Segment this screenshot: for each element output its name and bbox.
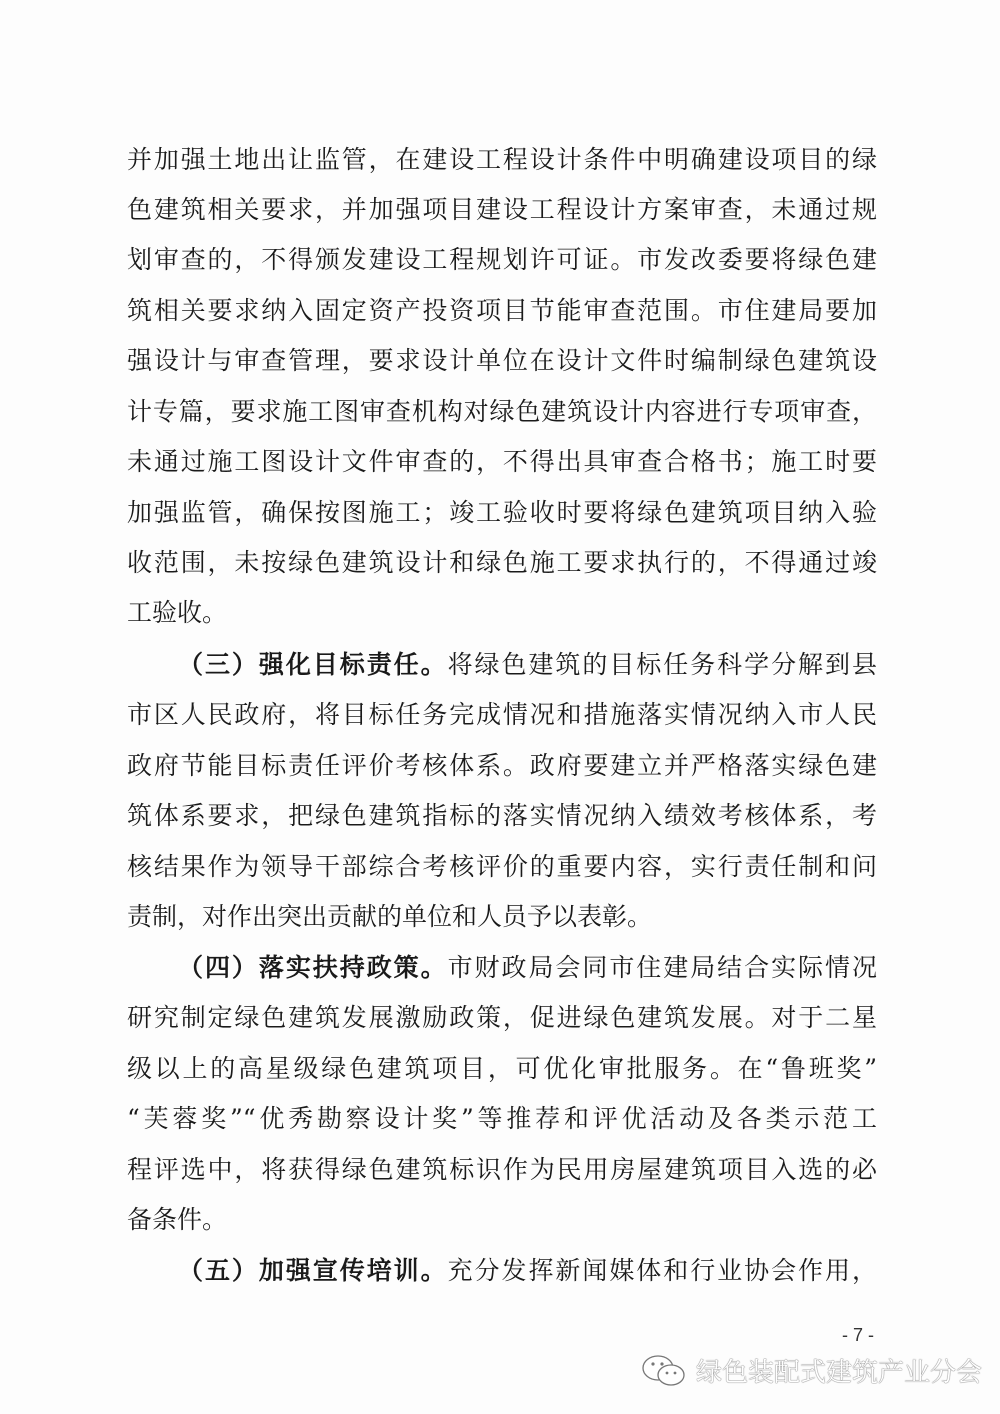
page-number: - 7 - — [842, 1325, 875, 1345]
line-text: 备条件。 — [127, 1205, 228, 1234]
line-text: 计专篇，要求施工图审查机构对绿色建筑设计内容进行专项审查， — [127, 397, 877, 426]
text-line — [127, 546, 877, 580]
text-line — [127, 445, 877, 479]
text-line — [127, 1153, 877, 1187]
text-line — [127, 799, 877, 833]
line-text: 程评选中，将获得绿色建筑标识作为民用房屋建筑项目入选的必 — [127, 1155, 877, 1184]
line-text: 市财政局会同市住建局结合实际情况 — [447, 953, 877, 982]
text-line — [127, 900, 877, 934]
line-text: 未通过施工图设计文件审查的，不得出具审查合格书；施工时要 — [127, 447, 877, 476]
text-line — [127, 143, 877, 177]
line-text: 加强监管，确保按图施工；竣工验收时要将绿色建筑项目纳入验 — [127, 498, 877, 527]
line-text: 划审查的，不得颁发建设工程规划许可证。市发改委要将绿色建 — [127, 245, 877, 274]
line-text: 级以上的高星级绿色建筑项目，可优化审批服务。在“鲁班奖” — [127, 1054, 877, 1083]
section-heading-line — [178, 1254, 877, 1288]
line-text: 强设计与审查管理，要求设计单位在设计文件时编制绿色建筑设 — [127, 346, 877, 375]
section-heading: （三）强化目标责任。 — [178, 650, 448, 679]
line-text: 工验收。 — [127, 598, 228, 627]
line-text: 责制，对作出突出贡献的单位和人员予以表彰。 — [127, 902, 653, 931]
text-line — [127, 698, 877, 732]
text-line — [127, 596, 877, 630]
section-heading: （五）加强宣传培训。 — [178, 1256, 448, 1285]
line-text: 政府节能目标责任评价考核体系。政府要建立并严格落实绿色建 — [127, 751, 877, 780]
text-line — [127, 1052, 877, 1086]
text-line — [127, 1001, 877, 1035]
line-text: “芙蓉奖”“优秀勘察设计奖”等推荐和评优活动及各类示范工 — [127, 1104, 877, 1133]
wechat-icon — [640, 1353, 688, 1389]
text-line — [127, 850, 877, 884]
line-text: 研究制定绿色建筑发展激励政策，促进绿色建筑发展。对于二星 — [127, 1003, 877, 1032]
line-text: 充分发挥新闻媒体和行业协会作用， — [447, 1256, 877, 1285]
text-line — [127, 496, 877, 530]
section-heading-line — [178, 951, 877, 985]
text-line — [127, 344, 877, 378]
text-line — [127, 1102, 877, 1136]
line-text: 收范围，未按绿色建筑设计和绿色施工要求执行的，不得通过竣 — [127, 548, 877, 577]
line-text: 色建筑相关要求，并加强项目建设工程设计方案审查，未通过规 — [127, 195, 877, 224]
text-line — [127, 395, 877, 429]
text-line — [127, 749, 877, 783]
watermark-text: 绿色装配式建筑产业分会 — [696, 1358, 983, 1388]
text-line — [127, 193, 877, 227]
line-text: 核结果作为领导干部综合考核评价的重要内容，实行责任制和问 — [127, 852, 877, 881]
text-line — [127, 294, 877, 328]
section-heading: （四）落实扶持政策。 — [178, 953, 448, 982]
line-text: 市区人民政府，将目标任务完成情况和措施落实情况纳入市人民 — [127, 700, 877, 729]
text-line — [127, 1203, 877, 1237]
line-text: 将绿色建筑的目标任务科学分解到县 — [447, 650, 877, 679]
watermark — [640, 1352, 982, 1389]
line-text: 筑体系要求，把绿色建筑指标的落实情况纳入绩效考核体系，考 — [127, 801, 877, 830]
line-text: 并加强土地出让监管，在建设工程设计条件中明确建设项目的绿 — [127, 145, 877, 174]
text-line — [127, 243, 877, 277]
line-text: 筑相关要求纳入固定资产投资项目节能审查范围。市住建局要加 — [127, 296, 877, 325]
section-heading-line — [178, 648, 877, 682]
